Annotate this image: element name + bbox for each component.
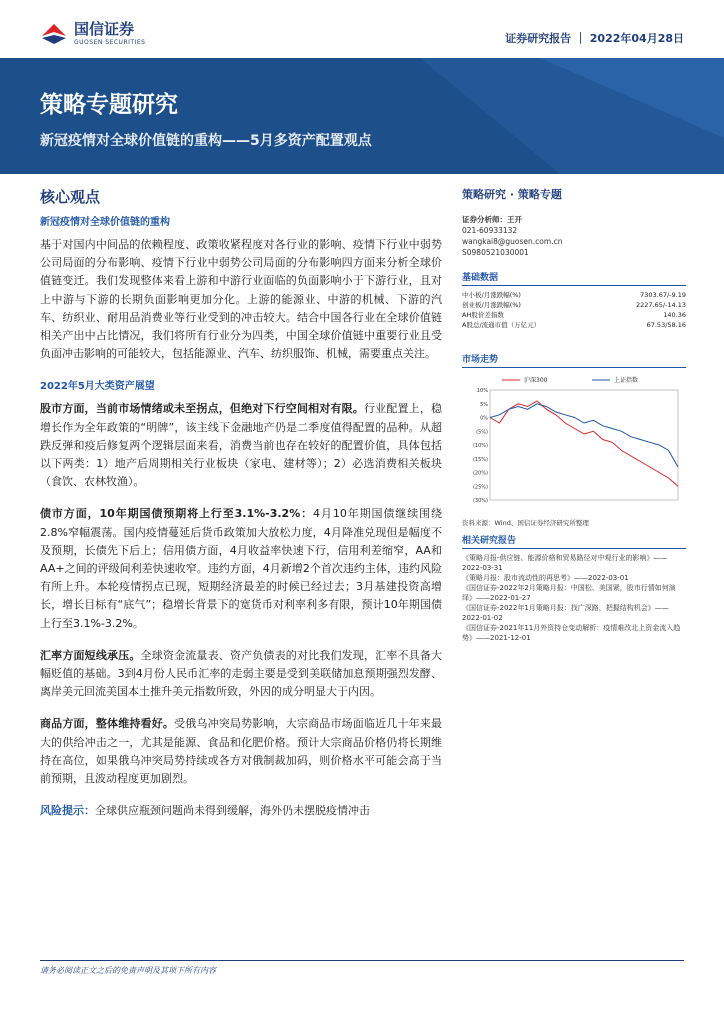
sidebar: [462, 186, 686, 643]
logo-cn: 国信证券: [74, 20, 135, 38]
commodity-lead: 商品方面，整体维持看好。: [40, 717, 175, 731]
risk-lead: 风险提示：: [40, 804, 95, 818]
series-line-0: [490, 401, 678, 486]
report-subtitle: 新冠疫情对全球价值链的重构——5月多资产配置观点: [40, 133, 372, 149]
basic-row: [462, 290, 686, 300]
related-title: 相关研究报告: [462, 533, 686, 549]
related-item[interactable]: 《策略月报-供应链、能源价格和贸易路径对中观行业的影响》——2022-03-31: [462, 554, 668, 572]
risk-paragraph: [40, 802, 442, 820]
commodity-paragraph: [40, 715, 442, 788]
fx-lead: 汇率方面短线承压。: [40, 648, 141, 662]
bond-lead: 债市方面，10年期国债预期将上行至3.1%-3.2%：: [40, 507, 314, 521]
top-bar: [0, 0, 724, 58]
core-views: [40, 186, 442, 820]
y-tick-label: (5%): [476, 429, 488, 436]
related-item[interactable]: 《国信证券-2022年2月策略月报：中国松、美国紧，股市行情如何演绎》——2022-01-27: [462, 584, 676, 602]
sidebar-title: 策略研究 · 策略专题: [462, 188, 562, 201]
stock-body: 行业配置上，稳增长作为全年政策的“明牌”，该主线下金融地产仍是二季度值得配置的品种。从超跌反弹和疫后修复两个逻辑层面来看，消费当前也存在较好的配置价值，具体包括以下两类：1）地产后周期相关行业板块（家电、建材等）；2）必选消费相关板块（食饮、农林牧渔）。: [40, 402, 443, 489]
basic-key: 中小板/月涨跌幅(%): [462, 291, 521, 299]
logo-en: GUOSEN SECURITIES: [74, 39, 146, 46]
basic-data-title: 基础数据: [462, 270, 686, 286]
y-tick-label: 0%: [480, 415, 488, 422]
doc-type-date: 证券研究报告 ｜ 2022年04月28日: [505, 32, 684, 45]
analyst-info: [462, 214, 686, 258]
basic-row: [462, 310, 686, 320]
stock-lead: 股市方面，当前市场情绪或未至拐点，但绝对下行空间相对有限。: [40, 402, 364, 416]
stock-paragraph: [40, 400, 442, 491]
footer-disclaimer: 请务必阅读正文之后的免责声明及其项下所有内容: [40, 960, 684, 976]
related-item[interactable]: 《国信证券-2021年11月外资持仓变动解析：疫情难改北上资金流入趋势》——2021-12-01: [462, 624, 681, 642]
basic-value: 2227.65/-14.13: [635, 301, 686, 309]
risk-body: 全球供应瓶颈问题尚未得到缓解，海外仍未摆脱疫情冲击: [95, 804, 370, 818]
basic-data-table: [462, 290, 686, 330]
related-item[interactable]: 《策略月报：股市流动性的再思考》——2022-03-01: [462, 574, 629, 582]
bond-paragraph: [40, 505, 442, 632]
bond-body: 4月10年期国债继续围绕2.8%窄幅震荡。国内疫情蔓延后货币政策加大放松力度，4月降准兑现但是幅度不及预期，长债先下后上；信用债方面，4月收益率快速下行，信用利差缩窄，AA和AA+之间的评级间利差快速收窄。违约方面，4月新增2个首次违约主体，违约风险有所上升。本轮疫情拐点已现，短期经济最差的时候已经过去；3月基建投资高增长，增长目标有“底气”；稳增长背景下的宽货币对利率利多有限，预计10年期国债上行至3.1%-3.2%。: [40, 507, 442, 630]
basic-key: AH股价差指数: [462, 311, 504, 319]
basic-value: 140.36: [663, 311, 686, 319]
legend-label: 上证指数: [614, 377, 639, 384]
analyst-name: 证券分析师：王开: [462, 215, 522, 224]
guosen-logo-icon: [40, 22, 68, 46]
y-tick-label: (25%): [472, 484, 488, 491]
basic-key: A股总/流通市值（万亿元）: [462, 321, 541, 329]
related-item[interactable]: 《国信证券-2022年1月策略月报：找广深路，把握结构机会》——2022-01-02: [462, 604, 669, 622]
trend-title: 市场走势: [462, 352, 686, 368]
title-banner: [0, 58, 724, 174]
analyst-email[interactable]: wangkai8@guosen.com.cn: [462, 237, 563, 246]
section-gvc-title: 新冠疫情对全球价值链的重构: [40, 217, 170, 228]
y-tick-label: 10%: [476, 388, 488, 394]
basic-value: 7303.67/-9.19: [640, 291, 686, 299]
y-tick-label: (30%): [472, 498, 488, 504]
chart-source: 资料来源：Wind、国信证券经济研究所整理: [462, 519, 589, 527]
series-line-1: [490, 404, 678, 467]
legend-label: 沪深300: [524, 377, 548, 384]
logo-text: [74, 18, 145, 46]
analyst-phone: 021-60933132: [462, 226, 518, 235]
related-list: [462, 553, 686, 643]
core-title: 核心观点: [40, 188, 101, 206]
report-title: 策略专题研究: [40, 92, 178, 118]
section-asset-title: 2022年5月大类资产展望: [40, 381, 155, 393]
y-tick-label: 5%: [480, 401, 488, 408]
basic-key: 创业板/月涨跌幅(%): [462, 301, 521, 309]
commodity-body: 受俄乌冲突局势影响，大宗商品市场面临近几十年来最大的供给冲击之一，尤其是能源、食品和化肥价格。预计大宗商品价格仍将长期维持在高位，如果俄乌冲突局势持续或各方对俄制裁加码，则价格水平可能会高于当前预期，且波动程度更加剧烈。: [40, 717, 443, 786]
y-tick-label: (10%): [472, 443, 488, 449]
basic-row: [462, 300, 686, 310]
fx-body: 全球资金流量表、资产负债表的对比我们发现，汇率不具备大幅贬值的基础。3到4月份人民币汇率的走弱主要是受到美联储加息预期强烈发酵、离岸美元回流美国本土推升美元指数所致，外因的成分明显大于内因。: [40, 648, 443, 699]
basic-value: 67.53/58.16: [646, 321, 686, 329]
analyst-cert: S0980521030001: [462, 248, 529, 257]
basic-row: [462, 320, 686, 330]
gvc-paragraph: 基于对国内中间品的依赖程度、政策收紧程度对各行业的影响、疫情下行业中弱势公司局面的分布影响、疫情下行业中弱势公司局面的分布影响四方面来分析全球价值链变迁。我们发现整体来看上游和中游行业面临的负面影响小于下游行业，且对上中游与下游的长期负面影响更加分化。上游的能源业、中游的机械、下游的汽车、纺织业、耐用品消费业等行业受到的冲击较大。结合中国各行业在全球价值链相关产出中占比情况，我们将所有行业分为四类，中国全球价值链中重要行业且受负面冲击影响的可能较大，包括能源业、汽车、纺织服饰、机械，需要重点关注。: [40, 238, 442, 361]
fx-paragraph: [40, 647, 442, 702]
y-tick-label: (20%): [472, 470, 488, 477]
market-trend-chart: [462, 372, 686, 512]
y-tick-label: (15%): [472, 456, 488, 463]
